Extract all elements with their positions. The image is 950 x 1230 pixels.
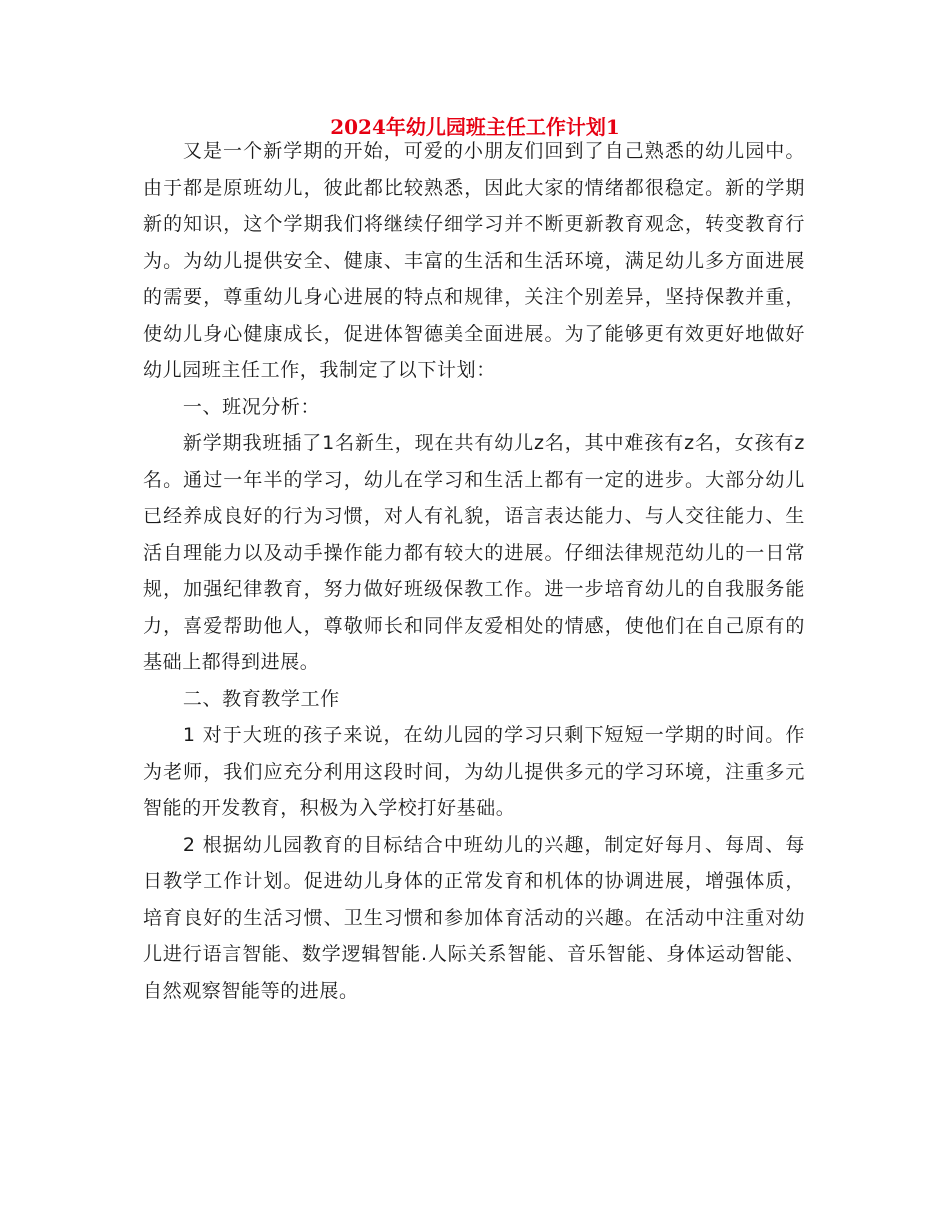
section-heading-class-analysis: 一、班况分析： — [182, 395, 321, 418]
teaching-item-2-paragraph: 2 根据幼儿园教育的目标结合中班幼儿的兴趣，制定好每月、每周、每日教学工作计划。促进幼儿身体的正常发育和机体的协调进展，增强体质，培育良好的生活习惯、卫生习惯和参加体育活动的兴趣。在活动中注重对幼儿进行语言智能、数学逻辑智能.人际关系智能、音乐智能、身体运动智能、自然观察智能等的进展。 — [143, 833, 805, 1002]
class-analysis-paragraph: 新学期我班插了1名新生，现在共有幼儿z名，其中难孩有z名，女孩有z名。通过一年半的学习，幼儿在学习和生活上都有一定的进步。大部分幼儿已经养成良好的行为习惯，对人有礼貌，语言表达能力、与人交往能力、生活自理能力以及动手操作能力都有较大的进展。仔细法律规范幼儿的一日常规，加强纪律教育，努力做好班级保教工作。进一步培育幼儿的自我服务能力，喜爱帮助他人，尊敬师长和同伴友爱相处的情感，使他们在自己原有的基础上都得到进展。 — [143, 432, 805, 673]
section-heading-teaching-work: 二、教育教学工作 — [182, 687, 340, 710]
intro-paragraph: 又是一个新学期的开始，可爱的小朋友们回到了自己熟悉的幼儿园中。由于都是原班幼儿，彼此都比较熟悉，因此大家的情绪都很稳定。新的学期新的知识，这个学期我们将继续仔细学习并不断更新教育观念，转变教育行为。为幼儿提供安全、健康、丰富的生活和生活环境，满足幼儿多方面进展的需要，尊重幼儿身心进展的特点和规律，关注个别差异，坚持保教并重，使幼儿身心健康成长，促进体智德美全面进展。为了能够更有效更好地做好幼儿园班主任工作，我制定了以下计划： — [143, 140, 805, 381]
document-title: 2024年幼儿园班主任工作计划1 — [330, 115, 620, 139]
document-body — [143, 133, 805, 1009]
teaching-item-1-paragraph: 1 对于大班的孩子来说，在幼儿园的学习只剩下短短一学期的时间。作为老师，我们应充分利用这段时间，为幼儿提供多元的学习环境，注重多元智能的开发教育，积极为入学校打好基础。 — [143, 724, 805, 819]
